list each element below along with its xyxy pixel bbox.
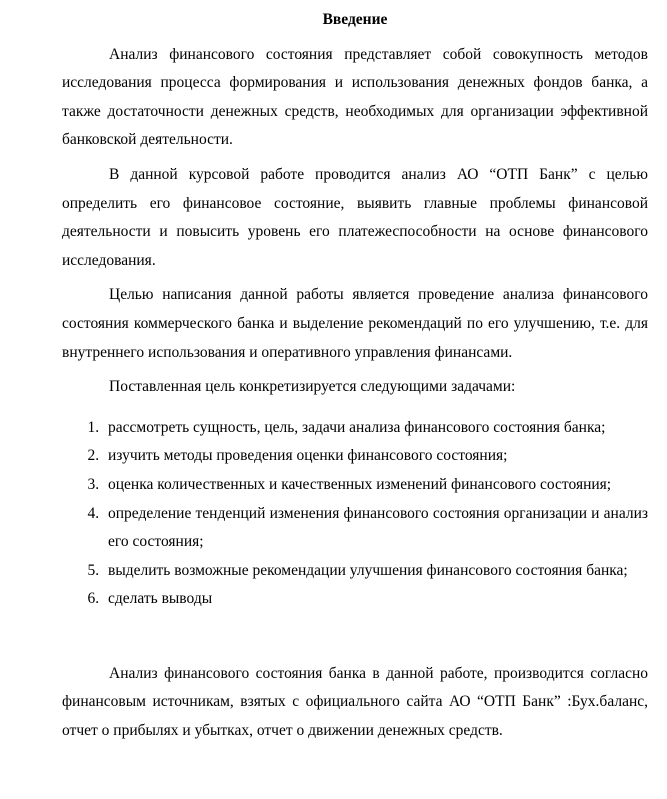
task-list-item: 6. сделать выводы bbox=[103, 585, 648, 614]
task-list-item: 5. выделить возможные рекомендации улучшения финансового состояния банка; bbox=[103, 557, 648, 586]
paragraph-tasks-lead-in: Поставленная цель конкретизируется следующими задачами: bbox=[109, 378, 516, 396]
paragraph-purpose: Целью написания данной работы является проведение анализа финансового состояния коммерческого банка и выделение рекомендаций по его улучшению, т.е. для внутреннего использования и оперативного управления финансами. bbox=[62, 286, 648, 361]
task-list-item: 1. рассмотреть сущность, цель, задачи анализа финансового состояния банка; bbox=[103, 414, 648, 443]
paragraph-sources: Анализ финансового состояния банка в данной работе, производится согласно финансовым источникам, взятых с официального сайта АО “ОТП Банк” :Бух.баланс, отчет о прибылях и убытках, отчет о движении денежных средств. bbox=[62, 664, 648, 740]
paragraph-coursework-goal: В данной курсовой работе проводится анализ АО “ОТП Банк” с целью определить его финансовое состояние, выявить главные проблемы финансовой деятельности и повысить уровень его платежеспособности на основе финансового исследования. bbox=[62, 165, 648, 269]
task-list-item: 4. определение тенденций изменения финансового состояния организации и анализ его состояния; bbox=[103, 500, 648, 557]
paragraph-intro: Анализ финансового состояния представляет собой совокупность методов исследования процесса формирования и использования денежных фондов банка, а также достаточности денежных средств, необходимых для организации эффективной банковской деятельности. bbox=[62, 45, 648, 149]
task-list bbox=[62, 414, 648, 614]
task-list-item: 2. изучить методы проведения оценки финансового состояния; bbox=[103, 442, 648, 471]
section-title: Введение bbox=[322, 11, 388, 28]
task-list-item: 3. оценка количественных и качественных изменений финансового состояния; bbox=[103, 471, 648, 500]
